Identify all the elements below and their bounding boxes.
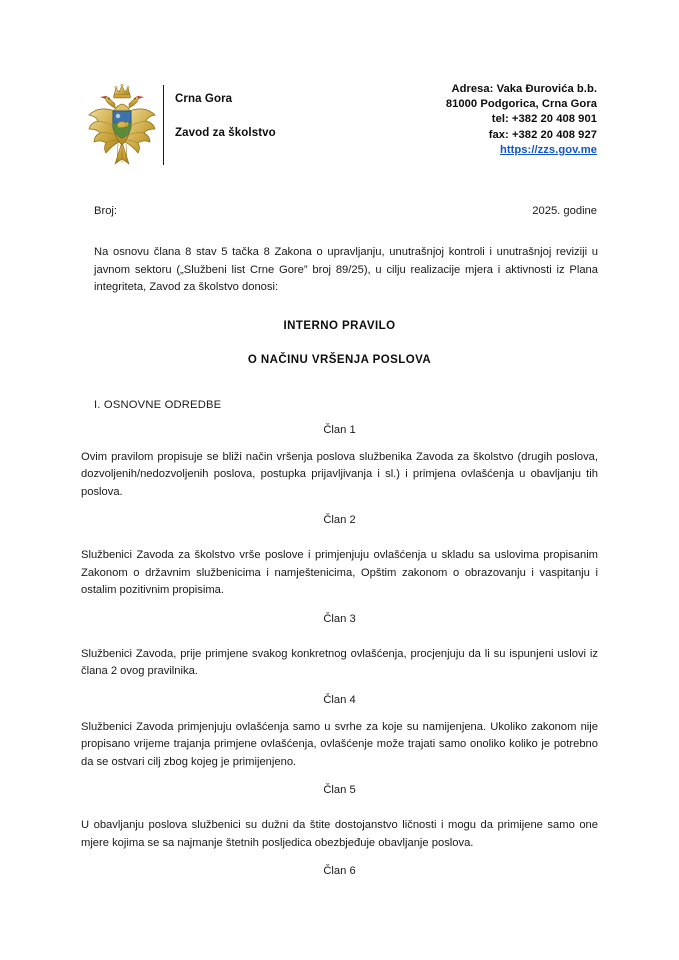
address-line-street: Adresa: Vaka Đurovića b.b. [451,83,597,95]
article-label: Član 6 [323,865,356,877]
document-body [81,205,598,877]
article-text: Ovim pravilom propisuje se bliži način vršenja poslova službenika Zavoda za školstvo (drugih poslova, dozvoljenih/nedozvoljenih poslova, postupka prijavljivanja i sl.) i primjena ovlašćenja u obavljanju tih poslova. [81,450,598,498]
document-date: 2025. godine [532,205,597,217]
address-line-tel: tel: +382 20 408 901 [491,113,597,126]
paragraph-spacer [81,526,598,534]
address-block [446,82,597,158]
reference-number-label: Broj: [94,205,118,217]
article-text: U obavljanju poslova službenici su dužni da štite dostojanstvo ličnosti i mogu da primijene samo one mjere kojima se sa najmanje štetnih posljedica obezbjeđuje obavljanje poslova. [81,819,598,849]
website-link[interactable]: https://zzs.gov.me [499,143,597,156]
article-label: Član 4 [323,693,356,706]
address-line-city: 81000 Podgorica, Crna Gora [445,98,597,111]
article-label: Član 1 [323,423,356,436]
article-label: Član 3 [323,612,356,625]
article-text: Službenici Zavoda za školstvo vrše poslove i primjenjuju ovlašćenja u skladu sa uslovima propisanim Zakonom o državnim službenicima i namještenicima, Opštim zakonom o obrazovanju i vaspitanju i ostalim pozitivnim propisima. [81,549,598,596]
document-title: INTERNO PRAVILO [283,319,396,332]
letterhead [0,72,679,172]
article-label: Član 2 [323,514,356,526]
paragraph-spacer [81,796,598,804]
paragraph-spacer [81,625,598,633]
section-heading-basic-provisions: I. OSNOVNE ODREDBE [94,398,222,411]
legal-basis-paragraph: Na osnovu člana 8 stav 5 tačka 8 Zakona o upravljanju, unutrašnjoj kontroli i unutrašnjoj reviziji u javnom sektoru („Službeni list Crne Gore” broj 89/25), u cilju realizacije mjera i aktivnosti iz Plana integriteta, Zavod za školstvo donosi: [94,246,598,293]
letterhead-divider [163,85,164,165]
address-line-fax: fax: +382 20 408 927 [488,128,597,141]
article-text: Službenici Zavoda primjenjuju ovlašćenja samo u svrhe za koje su namijenjena. Ukoliko zakonom nije propisano vrijeme trajanja primjene ovlašćenja, ovlašćenje može trajati samo onoliko koliko je potrebno da se ostvari cilj zbog kojeg je primijenjeno. [81,720,598,768]
org-country: Crna Gora [175,93,233,105]
org-institution: Zavod za školstvo [175,127,276,139]
organization-block [175,92,375,140]
montenegro-coat-of-arms-icon [84,82,160,168]
article-text: Službenici Zavoda, prije primjene svakog konkretnog ovlašćenja, procjenjuju da li su ispunjeni uslovi iz člana 2 ovog pravilnika. [81,647,598,677]
document-subtitle: O NAČINU VRŠENJA POSLOVA [247,353,432,366]
reference-row [94,205,597,217]
article-label: Član 5 [323,784,356,796]
